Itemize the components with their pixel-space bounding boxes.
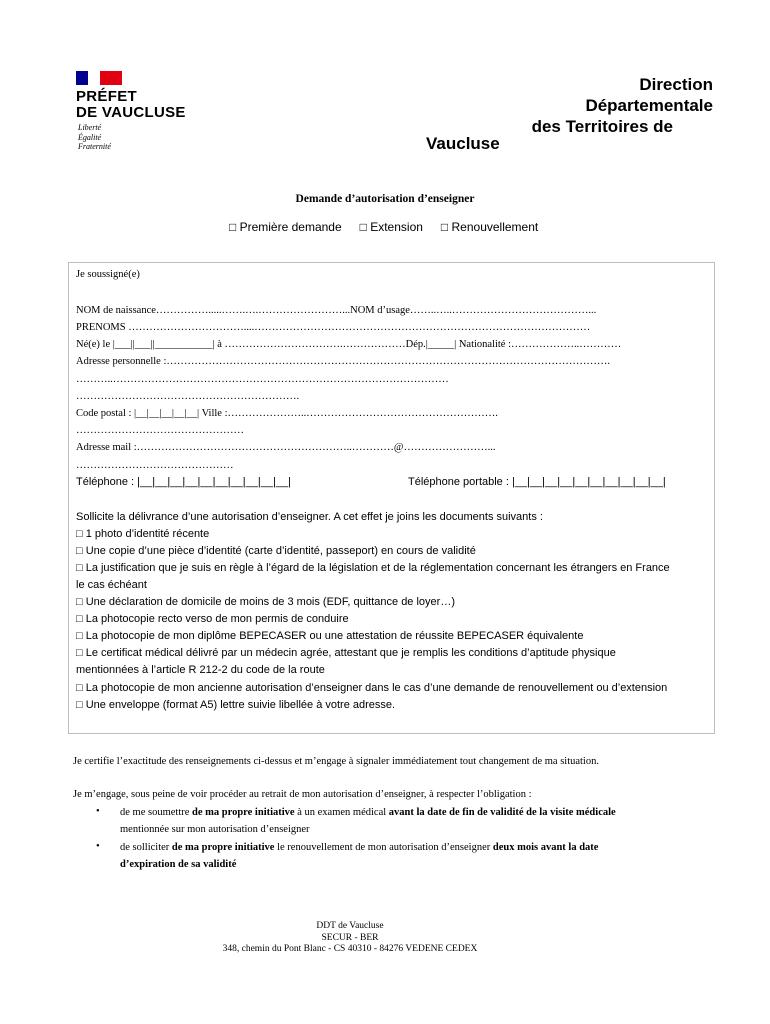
- direction-title: [453, 74, 713, 137]
- doc-identite-checkbox[interactable]: □ Une copie d’une pièce d’identité (carte d’identité, passeport) en cours de validité: [76, 545, 476, 557]
- prefet-line1: PRÉFET: [76, 88, 137, 105]
- engagement-item-medical: [120, 804, 616, 838]
- doc-certificat-checkbox[interactable]: □ Le certificat médical délivré par un médecin agrée, attestant que je remplis les conditions d’aptitude physique: [76, 647, 616, 659]
- eng2-line2: d’expiration de sa validité: [120, 859, 237, 870]
- doc-enveloppe-checkbox[interactable]: □ Une enveloppe (format A5) lettre suivie libellée à votre adresse.: [76, 699, 396, 711]
- eng2-part2: le renouvellement de mon autorisation d’enseigner: [274, 842, 493, 853]
- footer-line2: SECUR - BER: [321, 932, 379, 943]
- engagement-intro: Je m’engage, sous peine de voir procéder au retrait de mon autorisation d’enseigner, à respecter l’obligation :: [73, 789, 532, 800]
- option-renouvellement[interactable]: □ Renouvellement: [440, 220, 539, 234]
- codepostal-field[interactable]: Code postal : |__|__|__|__|__| Ville :…………………..……………………………………………….: [76, 408, 498, 419]
- direction-line3: des Territoires de: [531, 117, 673, 136]
- eng1-part2: à un examen médical: [294, 807, 389, 818]
- footer-line1: DDT de Vaucluse: [316, 921, 384, 931]
- email-field-line2[interactable]: ………………………………………: [76, 460, 234, 471]
- marianne-logo: [76, 71, 122, 85]
- soussigne-label: Je soussigné(e): [76, 269, 140, 280]
- devise: [78, 123, 111, 152]
- adresse-field[interactable]: Adresse personnelle :……………………………………………………………………………………………………………….: [76, 356, 611, 367]
- eng2-bold1: de ma propre initiative: [171, 842, 275, 853]
- adresse-field-line2[interactable]: ………..……………………………………………………………………………………: [76, 374, 449, 385]
- email-field[interactable]: Adresse mail :……………………………………………………..…………@……………………...: [76, 442, 496, 453]
- eng1-part1: de me soumettre: [120, 807, 193, 818]
- eng1-bold2: avant la date de fin de validité de la visite médicale: [388, 807, 616, 818]
- option-premiere-demande[interactable]: □ Première demande: [229, 220, 342, 234]
- naissance-field[interactable]: Né(e) le |___||___||___________| à …………………………….………………Dép.|_____| Nationalité :………………..…………: [76, 339, 622, 350]
- documents-intro: Sollicite la délivrance d’une autorisation d’enseigner. A cet effet je joins les documents suivants :: [76, 511, 543, 523]
- doc-diplome-checkbox[interactable]: □ La photocopie de mon diplôme BEPECASER ou une attestation de réussite BEPECASER équivalente: [76, 630, 584, 642]
- portable-field[interactable]: Téléphone portable : |__|__|__|__|__|__|__|__|__|__|: [408, 476, 666, 488]
- telephone-field[interactable]: Téléphone : |__|__|__|__|__|__|__|__|__|__|: [76, 476, 291, 488]
- footer-address: 348, chemin du Pont Blanc - CS 40310 - 84276 VEDENE CEDEX: [222, 944, 478, 954]
- flag-white-band: [88, 71, 100, 85]
- certify-text: Je certifie l’exactitude des renseignements ci-dessus et m’engage à signaler immédiatement tout changement de ma situation.: [73, 756, 599, 767]
- prefet-block: [76, 89, 186, 121]
- option-extension[interactable]: □ Extension: [359, 220, 423, 234]
- request-type-options: [229, 220, 538, 234]
- eng2-part1: de solliciter: [120, 842, 172, 853]
- doc-certificat-line2: mentionnées à l’article R 212-2 du code de la route: [76, 664, 325, 676]
- eng1-bold1: de ma propre initiative: [192, 807, 295, 818]
- prenoms-field[interactable]: PRENOMS ……………………………....……………………………………………………………………………………: [76, 322, 591, 333]
- eng1-line2: mentionnée sur mon autorisation d’enseigner: [120, 824, 310, 835]
- doc-justification-checkbox[interactable]: □ La justification que je suis en règle à l’égard de la législation et de la réglementation concernant les étrangers en France: [76, 562, 670, 574]
- doc-domicile-checkbox[interactable]: □ Une déclaration de domicile de moins de 3 mois (EDF, quittance de loyer…): [76, 596, 455, 608]
- footer: [0, 921, 700, 956]
- devise-egalite: Égalité: [78, 132, 102, 142]
- flag-blue-band: [76, 71, 88, 85]
- form-title: Demande d’autorisation d’enseigner: [295, 193, 475, 205]
- bullet-1: •: [96, 806, 100, 817]
- bullet-2: •: [96, 841, 100, 852]
- direction-line2: Départementale: [585, 96, 713, 115]
- flag-red-band: [100, 71, 122, 85]
- direction-line1: Direction: [639, 75, 713, 94]
- prefet-line2: DE VAUCLUSE: [76, 104, 186, 121]
- doc-ancienne-autorisation-checkbox[interactable]: □ La photocopie de mon ancienne autorisation d’enseigner dans le cas d’une demande de renouvellement ou d’extension: [76, 682, 668, 694]
- doc-justification-line2: le cas échéant: [76, 579, 147, 591]
- eng2-bold2: deux mois avant la date: [492, 842, 599, 853]
- doc-permis-checkbox[interactable]: □ La photocopie recto verso de mon permis de conduire: [76, 613, 349, 625]
- devise-liberte: Liberté: [78, 123, 102, 132]
- nom-field[interactable]: NOM de naissance…………….....…….….……………………...NOM d’usage……..…..…………………………………...: [76, 305, 597, 316]
- direction-vaucluse: Vaucluse: [426, 134, 500, 153]
- doc-photo-checkbox[interactable]: □ 1 photo d’identité récente: [76, 528, 210, 540]
- devise-fraternite: Fraternité: [78, 142, 111, 151]
- ville-field-line2[interactable]: …………………………………………: [76, 425, 244, 436]
- adresse-field-line3[interactable]: ……………………………………………………….: [76, 391, 300, 402]
- engagement-item-renouvellement: [120, 839, 598, 873]
